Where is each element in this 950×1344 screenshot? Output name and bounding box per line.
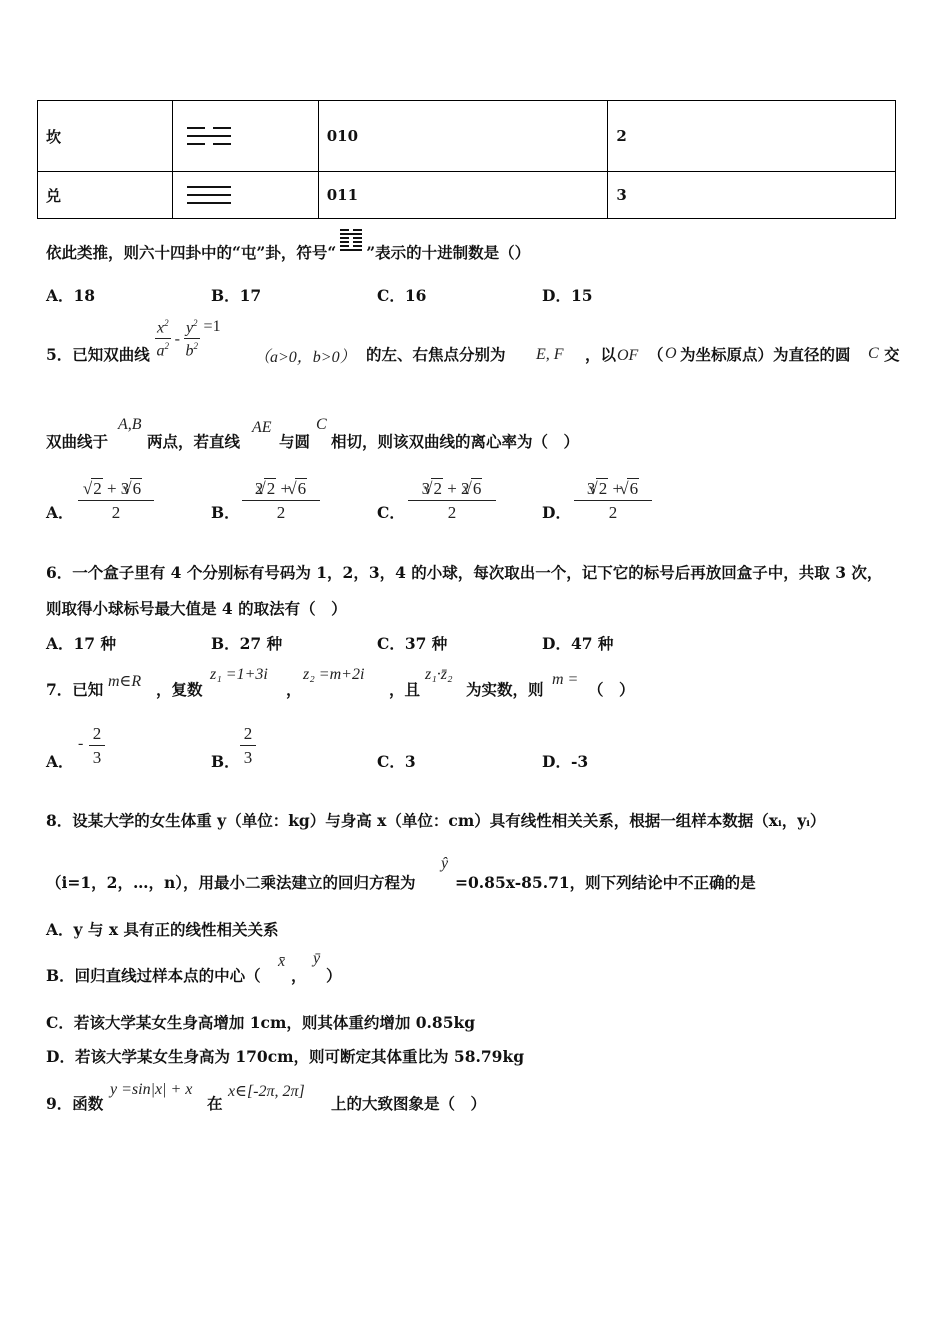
q9-start: 9．函数 [46, 1094, 104, 1113]
q8-ybar: ȳ [313, 950, 321, 967]
q4-text-before: 依此类推，则六十四卦中的“屯”卦，符号“ [46, 243, 337, 262]
q6-line2: 则取得小球标号最大值是 4 的取法有（ ） [46, 599, 347, 618]
q6-option-d: D．47 种 [542, 634, 614, 653]
q8-option-d: D．若该大学某女生身高为 170cm，则可断定其体重比为 58.79kg [46, 1047, 525, 1066]
q8-line1: 8．设某大学的女生体重 y（单位：kg）与身高 x（单位：cm）具有线性相关关系，根据一组样本数据（xᵢ，yᵢ） [46, 811, 826, 830]
q7-option-b-label: B． [211, 752, 240, 771]
q6-option-b: B．27 种 [211, 634, 283, 653]
trigram-symbol [172, 101, 318, 172]
q7-option-a-value: $\frac{2}{3}$ [89, 724, 105, 768]
table-row [38, 172, 896, 219]
q5-line2b: 两点，若直线 [147, 432, 241, 451]
q7-m-in-r: m∈R [108, 673, 142, 690]
q8-line2a: （i=1，2，…，n），用最小二乘法建立的回归方程为 [46, 873, 416, 892]
q5-option-b-value: $\frac{2√ 2 + √ 6}{2}$ [242, 478, 320, 523]
q5-circle: C [868, 345, 879, 362]
q9-interval: x∈[-2π, 2π] [228, 1083, 305, 1100]
q7-t2: ， [286, 680, 302, 699]
q8-option-b-text: B．回归直线过样本点的中心（ [46, 966, 261, 985]
q4-option-c: C．16 [377, 286, 427, 305]
q4-text-after: ”表示的十进制数是（） [366, 243, 531, 262]
q5-mid4: 为坐标原点）为直径的圆 [680, 345, 851, 364]
q7-option-d: D．-3 [542, 752, 589, 771]
q9-mid: 在 [207, 1094, 223, 1113]
q7-option-a-label: A． [46, 752, 74, 771]
zhun-hexagram-icon [338, 228, 364, 254]
q7-z2: z₂ =m+2i [303, 666, 365, 683]
table-row [38, 101, 896, 172]
trigram-symbol [172, 172, 318, 219]
q8-option-a: A．y 与 x 具有正的线性相关关系 [46, 920, 279, 939]
q7-m-eq: m = [552, 671, 579, 688]
q5-mid3: （ [648, 345, 664, 364]
q8-option-b-close: ） [326, 966, 342, 985]
q7-option-a-sign: - [78, 735, 84, 752]
q5-origin: O [665, 345, 677, 362]
q7-product: z₁·z̄₂ [425, 666, 453, 683]
q8-line2b: =0.85x-85.71，则下列结论中不正确的是 [455, 873, 756, 892]
q5-option-d-label: D． [542, 503, 571, 522]
q5-line-ae: AE [252, 419, 272, 436]
trigram-name: 坎 [38, 101, 173, 172]
q8-option-c: C．若该大学某女生身高增加 1cm，则其体重约增加 0.85kg [46, 1013, 476, 1032]
kan-trigram-icon [185, 125, 233, 147]
q5-of: OF [617, 347, 639, 364]
q5-option-b-label: B． [211, 503, 240, 522]
trigram-binary: 011 [318, 172, 608, 219]
q9-function: y =sin|x| + x [110, 1081, 193, 1098]
trigram-name: 兑 [38, 172, 173, 219]
q6-option-a: A．17 种 [46, 634, 116, 653]
q5-option-c-value: $\frac{3√ 2 + 2√ 6}{2}$ [408, 478, 496, 523]
q5-option-a-value: √ $\frac{2 + 3√ 6}{2}$ [78, 478, 154, 523]
trigram-table [37, 100, 896, 219]
q7-option-b-value: $\frac{2}{3}$ [240, 724, 256, 768]
q5-mid1: 的左、右焦点分别为 [366, 345, 506, 364]
trigram-decimal: 3 [608, 172, 896, 219]
q5-line2a: 双曲线于 [46, 432, 109, 451]
q7-t3: ，且 [389, 680, 421, 699]
q4-option-b: B．17 [211, 286, 262, 305]
q8-option-b-comma: ， [291, 966, 307, 985]
q5-foci: E, F [536, 346, 564, 363]
q5-line2c: 与圆 [279, 432, 311, 451]
q5-number: 5．已知双曲线 [46, 345, 150, 364]
q7-z1: z₁ =1+3i [210, 666, 268, 683]
q5-condition: （a>0，b>0） [254, 349, 356, 366]
q4-stem [46, 236, 530, 263]
dui-trigram-icon [185, 184, 233, 206]
q7-start: 7．已知 [46, 680, 104, 699]
q7-t4: 为实数，则 [466, 680, 544, 699]
q5-option-a-label: A． [46, 503, 74, 522]
q5-hyperbola-equation: $\frac{x^2}{a^2}$ - $\frac{y^2}{b^2}$ =1 [156, 318, 221, 360]
q6-line1: 6．一个盒子里有 4 个分别标有号码为 1，2，3，4 的小球，每次取出一个，记下它的标号后再放回盒子中，共取 3 次， [46, 563, 883, 582]
q5-mid2: ，以 [585, 345, 617, 364]
q8-xbar: x̄ [278, 953, 286, 970]
q5-option-d-value: $\frac{3√ 2 + √ 6}{2}$ [574, 478, 652, 523]
q4-option-a: A．18 [46, 286, 96, 305]
trigram-binary: 010 [318, 101, 608, 172]
q8-yhat: ŷ [441, 855, 449, 872]
q7-t5: （ ） [588, 680, 635, 699]
q5-option-c-label: C． [377, 503, 405, 522]
q4-option-d: D．15 [542, 286, 593, 305]
q5-line2d: 相切，则该双曲线的离心率为（ ） [331, 432, 580, 451]
q9-end: 上的大致图象是（ ） [331, 1094, 487, 1113]
q5-points: A,B [118, 416, 142, 433]
q5-circle2: C [316, 416, 327, 433]
q6-option-c: C．37 种 [377, 634, 448, 653]
q7-t1: ，复数 [156, 680, 203, 699]
q5-mid5: 交 [884, 345, 900, 364]
trigram-decimal: 2 [608, 101, 896, 172]
q7-option-c: C．3 [377, 752, 416, 771]
